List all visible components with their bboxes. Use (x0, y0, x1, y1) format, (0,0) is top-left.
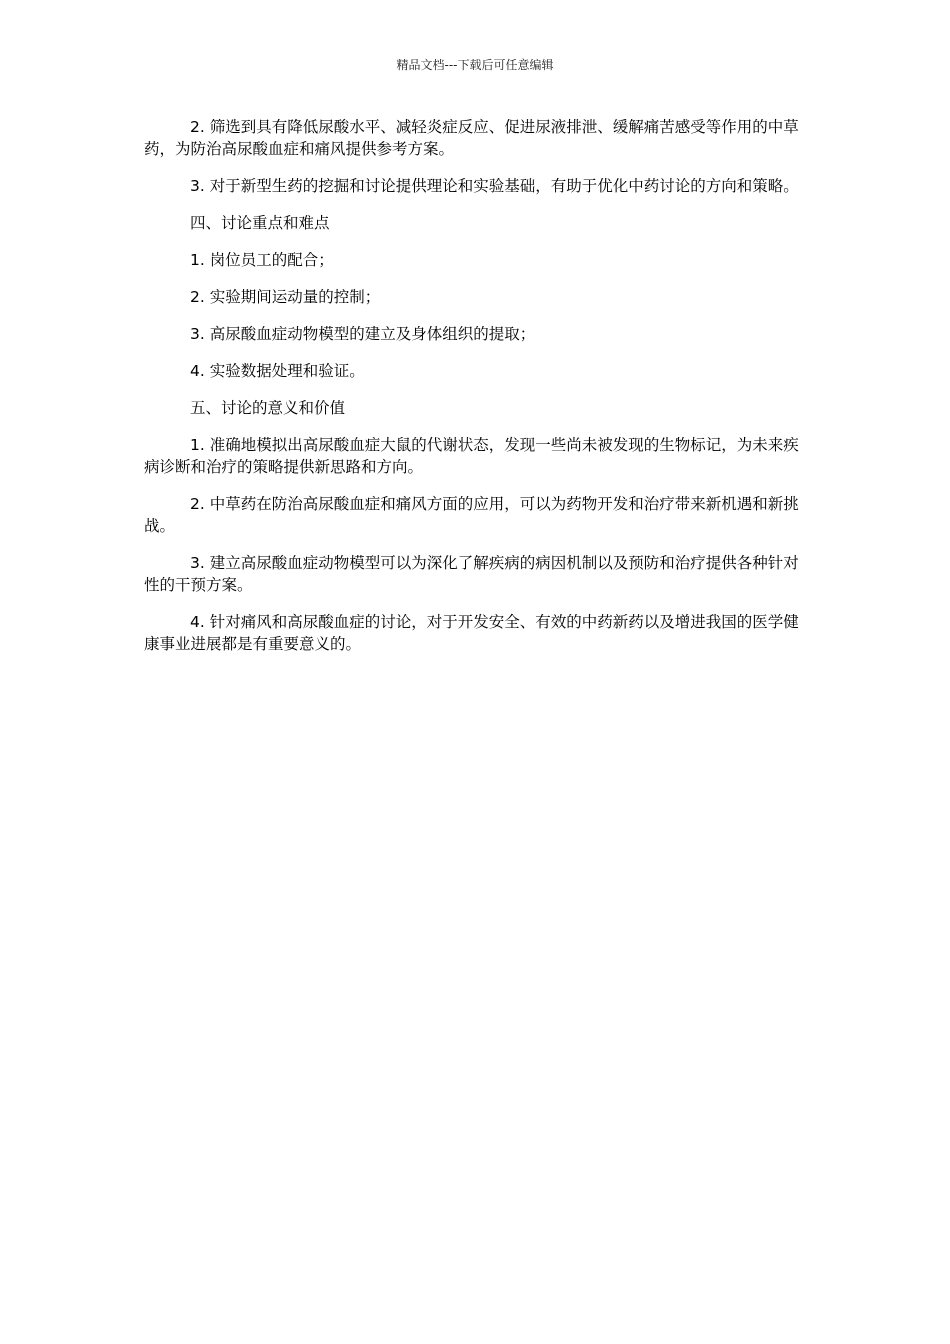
section-heading-significance: 五、讨论的意义和价值 (190, 399, 346, 417)
paragraph-key-point-2: 2. 实验期间运动量的控制； (190, 288, 381, 306)
paragraph-outcome-2: 2. 筛选到具有降低尿酸水平、减轻炎症反应、促进尿液排泄、缓解痛苦感受等作用的中草药，为防治高尿酸血症和痛风提供参考方案。 (144, 118, 799, 158)
section-heading-key-points: 四、讨论重点和难点 (190, 214, 330, 232)
paragraph-significance-2: 2. 中草药在防治高尿酸血症和痛风方面的应用，可以为药物开发和治疗带来新机遇和新挑战。 (144, 495, 799, 535)
page-header: 精品文档---下载后可任意编辑 (396, 58, 554, 72)
paragraph-key-point-1: 1. 岗位员工的配合； (190, 251, 334, 269)
paragraph-significance-1: 1. 准确地模拟出高尿酸血症大鼠的代谢状态，发现一些尚未被发现的生物标记，为未来疾病诊断和治疗的策略提供新思路和方向。 (144, 436, 799, 476)
paragraph-significance-3: 3. 建立高尿酸血症动物模型可以为深化了解疾病的病因机制以及预防和治疗提供各种针对性的干预方案。 (144, 554, 799, 594)
paragraph-significance-4: 4. 针对痛风和高尿酸血症的讨论，对于开发安全、有效的中药新药以及增进我国的医学健康事业进展都是有重要意义的。 (144, 613, 799, 653)
paragraph-key-point-3: 3. 高尿酸血症动物模型的建立及身体组织的提取； (190, 325, 536, 343)
paragraph-outcome-3: 3. 对于新型生药的挖掘和讨论提供理论和实验基础，有助于优化中药讨论的方向和策略。 (190, 177, 799, 195)
document-body (144, 116, 800, 670)
paragraph-key-point-4: 4. 实验数据处理和验证。 (190, 362, 365, 380)
